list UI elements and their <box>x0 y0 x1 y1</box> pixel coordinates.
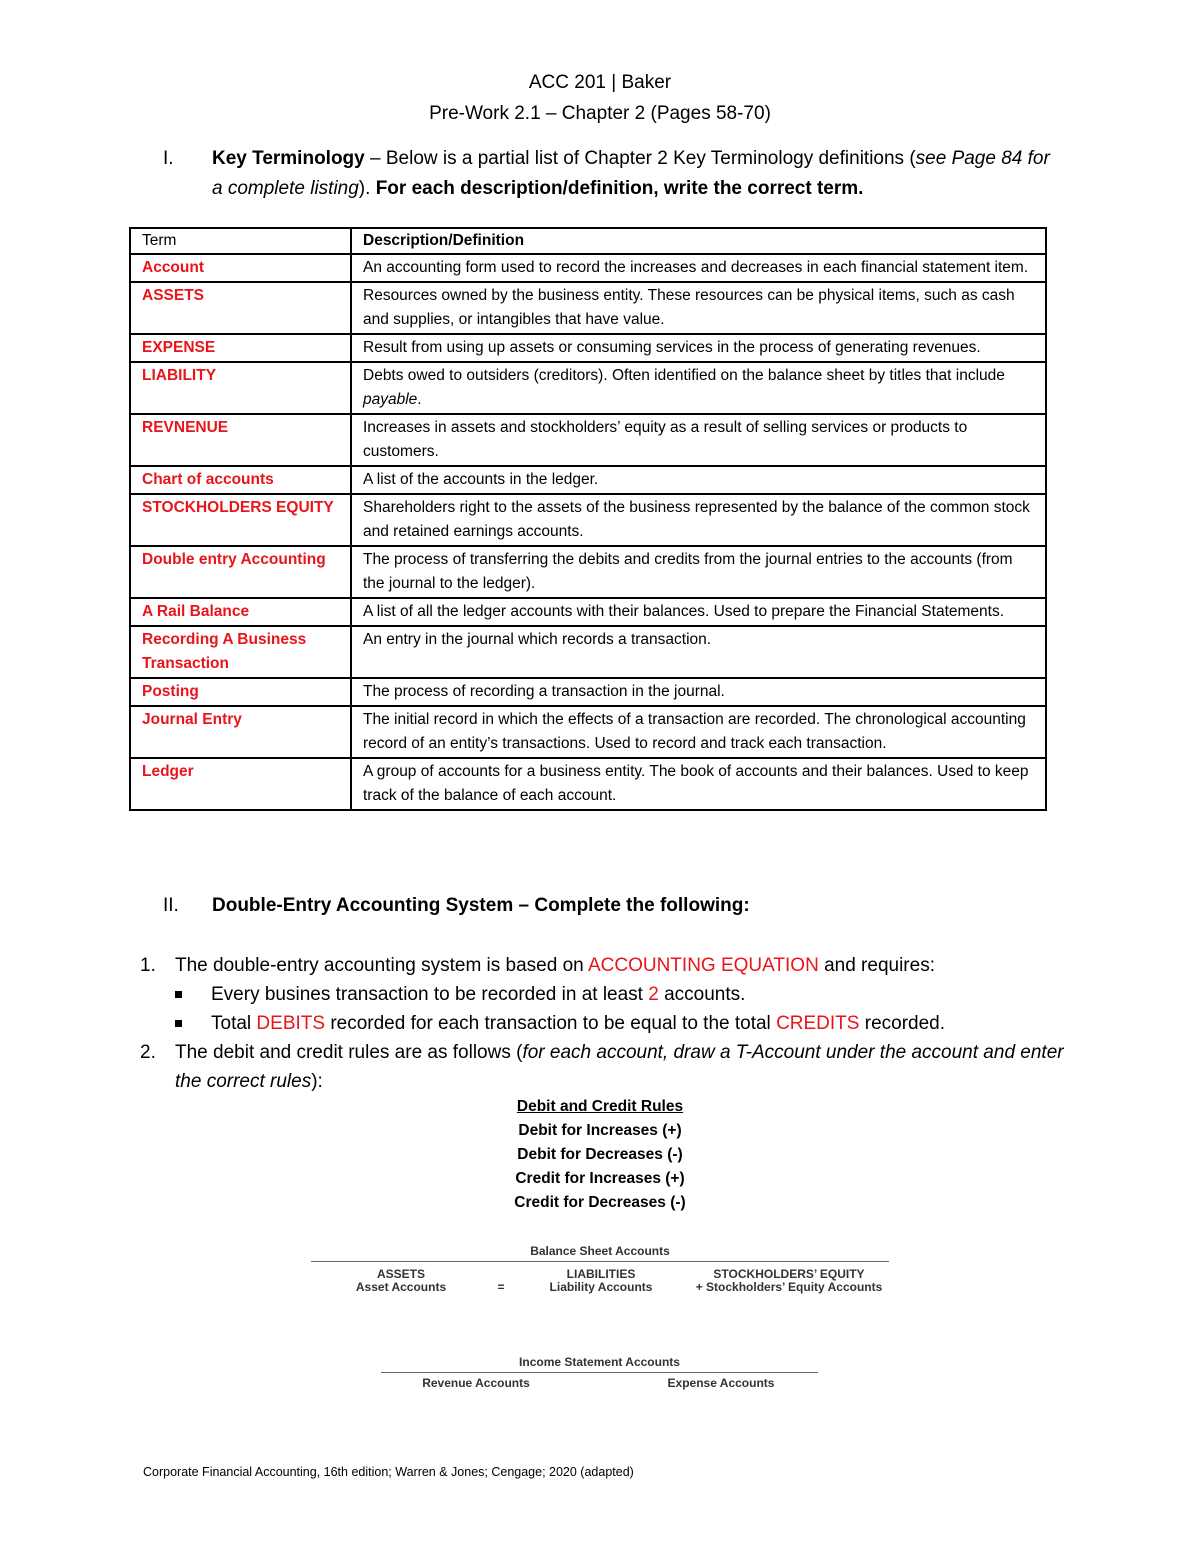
rule-line: Credit for Increases (+) <box>515 1170 685 1187</box>
income-statement-title: Income Statement Accounts <box>519 1355 680 1369</box>
table-row <box>130 706 1046 758</box>
definition-cell: A list of all the ledger accounts with their balances. Used to prepare the Financial Statements. <box>351 598 1046 626</box>
expense-accounts: Expense Accounts <box>667 1376 775 1390</box>
table-row <box>130 334 1046 362</box>
table-row <box>130 626 1046 678</box>
term-cell[interactable]: LIABILITY <box>130 362 351 414</box>
balance-sheet-accounts <box>311 1244 889 1294</box>
term-cell[interactable]: REVNENUE <box>130 414 351 466</box>
income-statement-accounts <box>381 1355 818 1390</box>
term-cell[interactable]: Double entry Accounting <box>130 546 351 598</box>
rule-line: Debit for Increases (+) <box>518 1122 682 1139</box>
section-number: II. <box>163 895 179 916</box>
definition-cell: Increases in assets and stockholders’ equity as a result of selling services or products to customers. <box>351 414 1046 466</box>
answer-two[interactable]: 2 <box>648 984 659 1005</box>
term-cell[interactable]: EXPENSE <box>130 334 351 362</box>
table-row <box>130 282 1046 334</box>
table-row <box>130 546 1046 598</box>
table-row <box>130 414 1046 466</box>
numbered-list <box>140 951 1080 1096</box>
table-row <box>130 758 1046 810</box>
equals-sign: = <box>497 1280 505 1294</box>
list-item: 1. The double-entry accounting system is based on ACCOUNTING EQUATION and requires: <box>140 955 935 976</box>
list-bullet: Total DEBITS recorded for each transaction to be equal to the total CREDITS recorded. <box>175 1009 1080 1038</box>
definition-cell: Result from using up assets or consuming services in the process of generating revenues. <box>351 334 1046 362</box>
definition-cell: An entry in the journal which records a transaction. <box>351 626 1046 678</box>
page-subtitle: Pre-Work 2.1 – Chapter 2 (Pages 58-70) <box>429 103 771 124</box>
rules-title: Debit and Credit Rules <box>516 1098 684 1115</box>
section-double-entry <box>163 895 750 917</box>
answer-credits[interactable]: CREDITS <box>776 1013 860 1034</box>
definition-cell: The process of recording a transaction in the journal. <box>351 678 1046 706</box>
table-row <box>130 362 1046 414</box>
term-cell[interactable]: Journal Entry <box>130 706 351 758</box>
see-reference: see Page 84 for a complete listing <box>212 148 1050 199</box>
definition-cell: Resources owned by the business entity. These resources can be physical items, such as cash and supplies, or intangibles that have value. <box>351 282 1046 334</box>
section-key-terminology: I. Key Terminology – Below is a partial list of Chapter 2 Key Terminology definitions (see Page 84 for a complete listing). For each description/definition, write the correct term. <box>163 144 1063 204</box>
section-heading: Key Terminology <box>212 148 365 169</box>
divider <box>381 1372 818 1373</box>
balance-sheet-title: Balance Sheet Accounts <box>530 1244 670 1258</box>
square-bullet-icon <box>175 1020 182 1027</box>
terminology-table <box>129 227 1047 811</box>
list-item: 2. The debit and credit rules are as follows (for each account, draw a T-Account under the account and enter the correct rules): <box>140 1042 1064 1092</box>
definition-cell: The process of transferring the debits and credits from the journal entries to the accounts (from the journal to the ledger). <box>351 546 1046 598</box>
answer-accounting-equation[interactable]: ACCOUNTING EQUATION <box>587 955 819 976</box>
course-title: ACC 201 | Baker <box>528 72 672 93</box>
list-bullet: Every busines transaction to be recorded in at least 2 accounts. <box>175 980 1080 1009</box>
answer-debits[interactable]: DEBITS <box>256 1013 326 1034</box>
term-cell[interactable]: STOCKHOLDERS EQUITY <box>130 494 351 546</box>
table-row <box>130 678 1046 706</box>
revenue-accounts: Revenue Accounts <box>422 1376 530 1390</box>
term-cell[interactable]: Account <box>130 254 351 282</box>
table-row <box>130 494 1046 546</box>
term-cell[interactable]: Posting <box>130 678 351 706</box>
liabilities-column: LIABILITIES Liability Accounts <box>549 1267 653 1294</box>
definition-cell: A list of the accounts in the ledger. <box>351 466 1046 494</box>
footer-citation: Corporate Financial Accounting, 16th edition; Warren & Jones; Cengage; 2020 (adapted) <box>143 1465 634 1479</box>
definition-cell: Shareholders right to the assets of the business represented by the balance of the common stock and retained earnings accounts. <box>351 494 1046 546</box>
section-number: I. <box>163 148 174 169</box>
section-instruction: For each description/definition, write the correct term. <box>375 178 864 199</box>
section-intro: – Below is a partial list of Chapter 2 Key Terminology definitions ( <box>364 148 916 169</box>
assets-column: ASSETS Asset Accounts <box>355 1267 447 1294</box>
rule-line: Credit for Decreases (-) <box>514 1194 686 1211</box>
definition-cell: A group of accounts for a business entity. The book of accounts and their balances. Used to keep track of the balance of each account. <box>351 758 1046 810</box>
square-bullet-icon <box>175 991 182 998</box>
term-cell[interactable]: Recording A Business Transaction <box>130 626 351 678</box>
term-cell[interactable]: Chart of accounts <box>130 466 351 494</box>
table-row <box>130 254 1046 282</box>
section-heading: Double-Entry Accounting System – Complete the following: <box>212 895 750 916</box>
divider <box>311 1261 889 1262</box>
definition-cell: Debts owed to outsiders (creditors). Often identified on the balance sheet by titles that include payable. <box>351 362 1046 414</box>
debit-credit-rules <box>0 1095 1200 1215</box>
definition-cell: The initial record in which the effects of a transaction are recorded. The chronological accounting record of an entity’s transactions. Used to record and track each transaction. <box>351 706 1046 758</box>
term-cell[interactable]: Ledger <box>130 758 351 810</box>
equity-column: STOCKHOLDERS’ EQUITY + Stockholders’ Equity Accounts <box>695 1267 883 1294</box>
header-definition: Description/Definition <box>351 228 1046 254</box>
term-cell[interactable]: A Rail Balance <box>130 598 351 626</box>
rule-line: Debit for Decreases (-) <box>517 1146 683 1163</box>
definition-cell: An accounting form used to record the increases and decreases in each financial statement item. <box>351 254 1046 282</box>
table-header-row <box>130 228 1046 254</box>
table-row <box>130 598 1046 626</box>
table-row <box>130 466 1046 494</box>
header-term: Term <box>130 228 351 254</box>
term-cell[interactable]: ASSETS <box>130 282 351 334</box>
